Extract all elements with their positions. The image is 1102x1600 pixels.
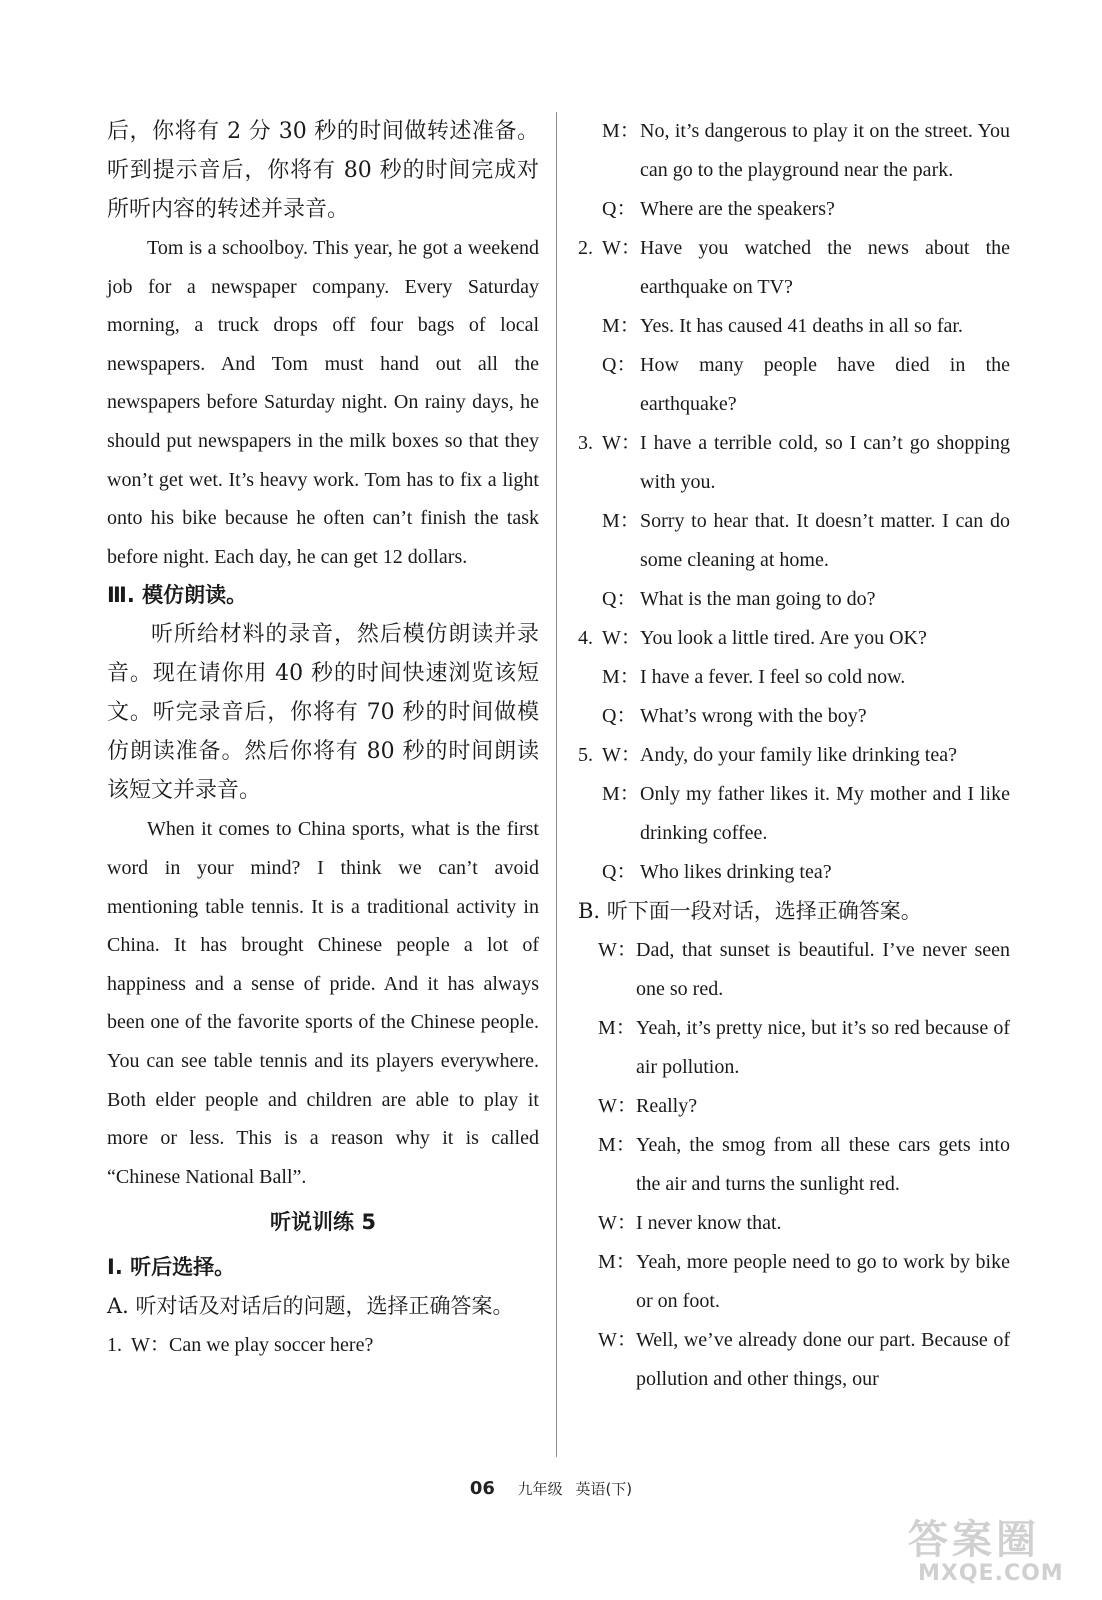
- right-column: [578, 112, 1010, 1399]
- section3-heading: Ⅲ. 模仿朗读。: [107, 583, 248, 608]
- dialog-number: [578, 112, 602, 190]
- speaker-label: M：: [602, 783, 640, 805]
- dialog-text: What is the man going to do?: [640, 588, 876, 610]
- page-footer: [0, 1478, 1102, 1499]
- dialog-number: [578, 580, 602, 619]
- dialog-line: [578, 502, 1010, 580]
- dialog-text: Andy, do your family like drinking tea?: [640, 744, 957, 766]
- dialog-line: [578, 736, 1010, 775]
- column-divider: [556, 112, 557, 1457]
- speaker-label: M：: [602, 120, 640, 142]
- dialog-number: 5.: [578, 744, 593, 766]
- dialog-line: [578, 424, 1010, 502]
- dialog-line: [578, 229, 1010, 307]
- part-b-instructions: B. 听下面一段对话，选择正确答案。: [578, 899, 922, 923]
- speaker-label: Q：: [602, 705, 637, 727]
- speaker-label: W：: [598, 939, 637, 961]
- training-title: 听说训练 5: [270, 1210, 376, 1235]
- dialog-number: [578, 658, 602, 697]
- dialog-line: [598, 1243, 1010, 1321]
- page-number: 06: [469, 1478, 495, 1499]
- dialog-text: Dad, that sunset is beautiful. I’ve never seen one so red.: [636, 939, 1010, 1000]
- dialog-text: Sorry to hear that. It doesn’t matter. I can do some cleaning at home.: [640, 510, 1010, 571]
- dialog-text: Have you watched the news about the earthquake on TV?: [640, 237, 1010, 298]
- dialog-number: [578, 775, 602, 853]
- dialog-line: [578, 619, 1010, 658]
- watermark-text: 答案圈: [908, 1517, 1040, 1563]
- dialog-text: Only my father likes it. My mother and I like drinking coffee.: [640, 783, 1010, 844]
- dialog-line: [578, 190, 1010, 229]
- dialog-number: 3.: [578, 432, 593, 454]
- speaker-label: W：: [602, 744, 641, 766]
- watermark-url: MXQE.COM: [918, 1561, 1064, 1586]
- dialog-number: 1.: [107, 1334, 122, 1357]
- dialog-text: Where are the speakers?: [640, 198, 835, 220]
- dialog-text: Who likes drinking tea?: [640, 861, 832, 883]
- speaker-label: W：: [602, 432, 641, 454]
- dialog-line: [598, 1126, 1010, 1204]
- dialog-text: Yes. It has caused 41 deaths in all so far.: [640, 315, 963, 337]
- dialog-text: You look a little tired. Are you OK?: [640, 627, 927, 649]
- dialog-line: [578, 697, 1010, 736]
- dialog-line: [578, 853, 1010, 892]
- part-a-dialogs: [578, 112, 1010, 892]
- dialog-text: I never know that.: [636, 1212, 782, 1234]
- dialog-number: [578, 697, 602, 736]
- dialog-number: [578, 346, 602, 424]
- intro-paragraph: 后，你将有 2 分 30 秒的时间做转述准备。听到提示音后，你将有 80 秒的时间完成对所听内容的转述并录音。: [107, 119, 539, 222]
- section1-heading: Ⅰ. 听后选择。: [107, 1255, 236, 1280]
- speaker-label: W：: [598, 1329, 637, 1351]
- speaker-label: M：: [602, 666, 640, 688]
- grade-label: 九年级: [517, 1480, 563, 1498]
- speaker-label: W：: [131, 1334, 170, 1357]
- dialog-line: [598, 1009, 1010, 1087]
- speaker-label: Q：: [602, 861, 637, 883]
- dialog-line: [598, 1204, 1010, 1243]
- speaker-label: M：: [598, 1134, 636, 1156]
- speaker-label: Q：: [602, 198, 637, 220]
- speaker-label: Q：: [602, 354, 637, 376]
- subject-label: 英语(下): [575, 1480, 633, 1498]
- dialog-text: What’s wrong with the boy?: [640, 705, 867, 727]
- dialog-line: [598, 931, 1010, 1009]
- watermark-logo: [888, 1506, 1088, 1586]
- dialog-line: [598, 1087, 1010, 1126]
- dialog-text: Can we play soccer here?: [169, 1334, 374, 1357]
- dialog-number: [578, 190, 602, 229]
- dialog-number: 4.: [578, 627, 593, 649]
- speaker-label: W：: [598, 1212, 637, 1234]
- dialog-text: Yeah, it’s pretty nice, but it’s so red because of air pollution.: [636, 1017, 1010, 1078]
- dialog-line: [578, 112, 1010, 190]
- part-b-dialog: [578, 931, 1010, 1399]
- dialog-line: [578, 580, 1010, 619]
- dialog-text: Well, we’ve already done our part. Because of pollution and other things, our: [636, 1329, 1010, 1390]
- speaker-label: W：: [598, 1095, 637, 1117]
- dialog-text: Really?: [636, 1095, 698, 1117]
- dialog-text: Yeah, more people need to go to work by bike or on foot.: [636, 1251, 1010, 1312]
- dialog-line: [578, 346, 1010, 424]
- dialog-number: [578, 853, 602, 892]
- section3-instructions: 听所给材料的录音，然后模仿朗读并录音。现在请你用 40 秒的时间快速浏览该短文。听完录音后，你将有 70 秒的时间做模仿朗读准备。然后你将有 80 秒的时间朗读该短文并录音。: [107, 622, 539, 804]
- dialog-text: No, it’s dangerous to play it on the street. You can go to the playground near the park.: [640, 120, 1010, 181]
- dialog-text: How many people have died in the earthquake?: [640, 354, 1010, 415]
- passage-reading: When it comes to China sports, what is the first word in your mind? I think we can’t avoid mentioning table tennis. It is a traditional activity in China. It has brought Chinese people a lot of happiness and a sense of pride. And it has always been one of the favorite sports of the Chinese people. You can see table tennis and its players everywhere. Both elder people and children are able to play it more or less. This is a reason why it is called “Chinese National Ball”.: [107, 818, 539, 1188]
- passage-retell: Tom is a schoolboy. This year, he got a weekend job for a newspaper company. Every Saturday morning, a truck drops off four bags of local newspapers. And Tom must hand out all the newspapers before Saturday night. On rainy days, he should put newspapers in the milk boxes so that they won’t get wet. It’s heavy work. Tom has to fix a light onto his bike because he often can’t finish the task before night. Each day, he can get 12 dollars.: [107, 237, 539, 568]
- dialog-number: [578, 307, 602, 346]
- dialog-text: I have a terrible cold, so I can’t go shopping with you.: [640, 432, 1010, 493]
- speaker-label: Q：: [602, 588, 637, 610]
- speaker-label: W：: [602, 627, 641, 649]
- speaker-label: M：: [602, 315, 640, 337]
- left-column: [107, 112, 539, 1365]
- speaker-label: M：: [598, 1251, 636, 1273]
- dialog-number: [578, 502, 602, 580]
- dialog-number: 2.: [578, 237, 593, 259]
- dialog-line: [578, 307, 1010, 346]
- dialog-line: [578, 775, 1010, 853]
- dialog-line: [107, 1326, 539, 1365]
- dialog-text: Yeah, the smog from all these cars gets into the air and turns the sunlight red.: [636, 1134, 1010, 1195]
- speaker-label: W：: [602, 237, 641, 259]
- dialog-text: I have a fever. I feel so cold now.: [640, 666, 906, 688]
- speaker-label: M：: [602, 510, 640, 532]
- speaker-label: M：: [598, 1017, 636, 1039]
- part-a-instructions: A. 听对话及对话后的问题，选择正确答案。: [107, 1294, 514, 1319]
- dialog-line: [598, 1321, 1010, 1399]
- dialog-line: [578, 658, 1010, 697]
